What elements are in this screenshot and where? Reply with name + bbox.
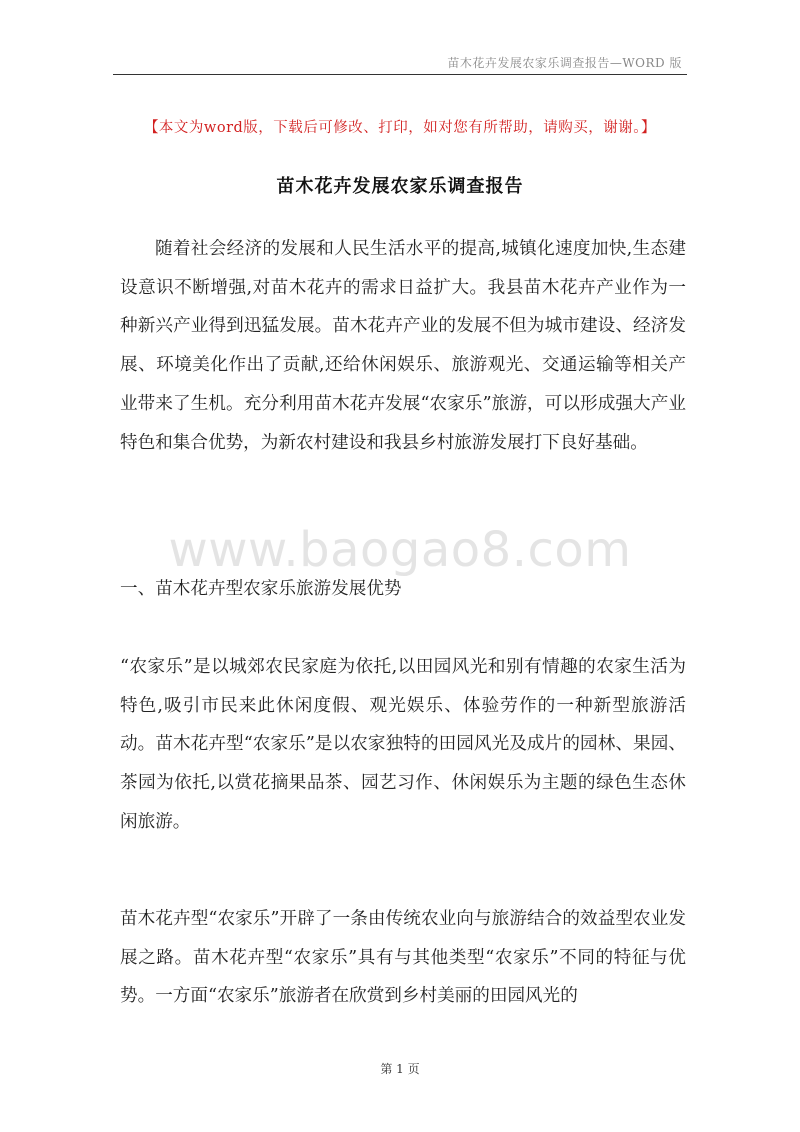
paragraph-intro: 随着社会经济的发展和人民生活水平的提高,城镇化速度加快,生态建设意识不断增强,对苗木花卉的需求日益扩大。我县苗木花卉产业作为一种新兴产业得到迅猛发展。苗木花卉产业的发展不但为城市建设、经济发展、环境美化作出了贡献,还给休闲娱乐、旅游观光、交通运输等相关产业带来了生机。充分利用苗木花卉发展“农家乐”旅游，可以形成强大产业特色和集合优势，为新农村建设和我县乡村旅游发展打下良好基础。 xyxy=(120,239,686,453)
watermark: www.baogao8.com xyxy=(168,522,632,578)
running-header: 苗木花卉发展农家乐调查报告—WORD 版 xyxy=(447,56,682,70)
paragraph-advantages: 苗木花卉型“农家乐”开辟了一条由传统农业向与旅游结合的效益型农业发展之路。苗木花卉型“农家乐”具有与其他类型“农家乐”不同的特征与优势。一方面“农家乐”旅游者在欣赏到乡村美丽的田园风光的 xyxy=(120,909,686,1007)
download-notice: 【本文为word版，下载后可修改、打印，如对您有所帮助，请购买，谢谢。】 xyxy=(143,120,657,136)
header-divider xyxy=(113,74,687,75)
section-heading: 一、苗木花卉型农家乐旅游发展优势 xyxy=(120,579,402,599)
page-number: 第 1 页 xyxy=(380,1062,420,1076)
paragraph-definition: “农家乐”是以城郊农民家庭为依托,以田园风光和别有情趣的农家生活为特色,吸引市民来此休闲度假、观光娱乐、体验劳作的一种新型旅游活动。苗木花卉型“农家乐”是以农家独特的田园风光及成片的园林、果园、茶园为依托,以赏花摘果品茶、园艺习作、休闲娱乐为主题的绿色生态休闲旅游。 xyxy=(120,657,686,832)
document-title: 苗木花卉发展农家乐调查报告 xyxy=(276,176,524,197)
